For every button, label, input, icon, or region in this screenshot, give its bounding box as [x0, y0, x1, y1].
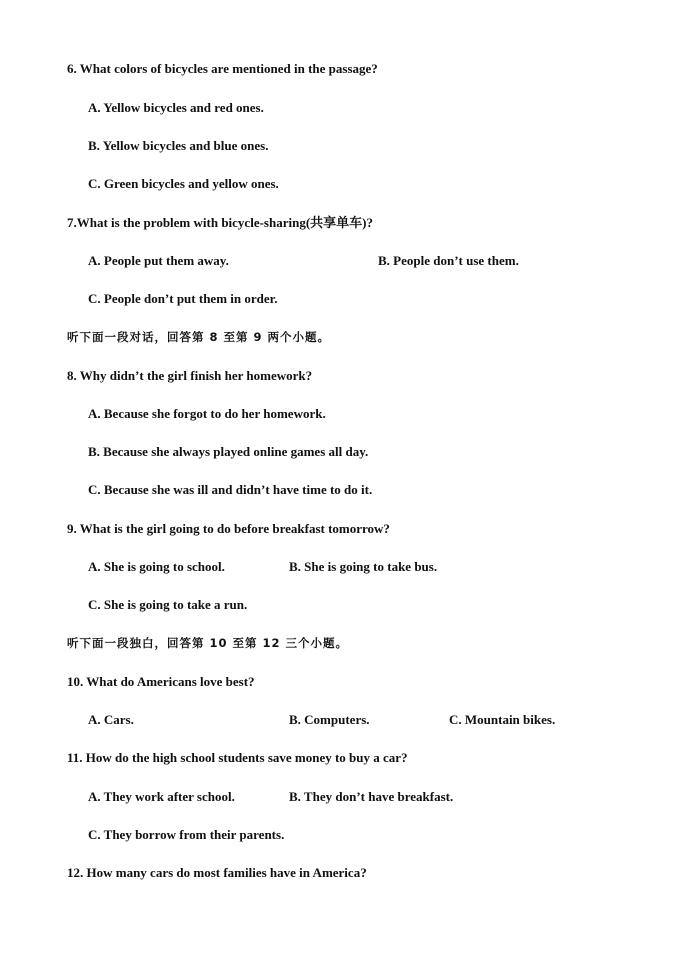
question-7-option-b: B. People don’t use them. [378, 253, 519, 268]
question-7-option-a: A. People put them away. [88, 253, 229, 268]
question-10-option-b: B. Computers. [289, 712, 370, 727]
question-9-option-a: A. She is going to school. [88, 559, 225, 574]
question-9: 9. What is the girl going to do before breakfast tomorrow? [67, 521, 390, 536]
section-instruction-10-12: 听下面一段独白，回答第 10 至第 12 三个小题。 [67, 636, 349, 650]
question-10: 10. What do Americans love best? [67, 674, 255, 689]
question-8-option-b: B. Because she always played online games all day. [88, 444, 369, 459]
question-11-option-a: A. They work after school. [88, 789, 235, 804]
question-6-option-b: B. Yellow bicycles and blue ones. [88, 138, 269, 153]
question-9-option-c: C. She is going to take a run. [88, 597, 248, 612]
question-10-option-a: A. Cars. [88, 712, 134, 727]
question-8: 8. Why didn’t the girl finish her homework? [67, 368, 313, 383]
question-8-option-a: A. Because she forgot to do her homework. [88, 406, 326, 421]
question-9-option-b: B. She is going to take bus. [289, 559, 438, 574]
question-6-option-a: A. Yellow bicycles and red ones. [88, 100, 264, 115]
question-6: 6. What colors of bicycles are mentioned in the passage? [67, 61, 378, 76]
question-7: 7.What is the problem with bicycle-sharing(共享单车)? [67, 215, 373, 230]
section-instruction-8-9: 听下面一段对话，回答第 8 至第 9 两个小题。 [67, 330, 331, 344]
question-8-option-c: C. Because she was ill and didn’t have time to do it. [88, 482, 373, 497]
question-7-option-c: C. People don’t put them in order. [88, 291, 278, 306]
question-11-option-c: C. They borrow from their parents. [88, 827, 285, 842]
question-10-option-c: C. Mountain bikes. [449, 712, 556, 727]
question-6-option-c: C. Green bicycles and yellow ones. [88, 176, 279, 191]
question-11: 11. How do the high school students save money to buy a car? [67, 750, 408, 765]
question-12: 12. How many cars do most families have in America? [67, 865, 367, 880]
question-11-option-b: B. They don’t have breakfast. [289, 789, 454, 804]
